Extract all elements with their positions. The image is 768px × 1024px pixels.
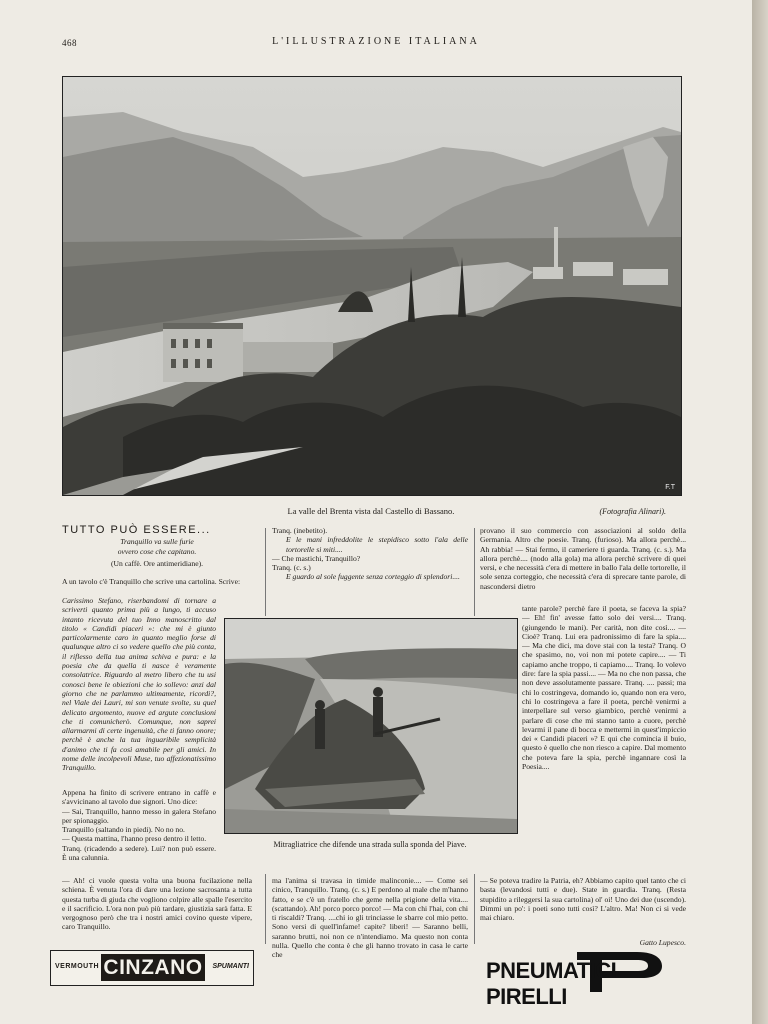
article-title: TUTTO PUÒ ESSERE...: [62, 524, 211, 536]
paragraph: — Ah! ci vuole questa volta una buona fucilazione nella schiena. È venuta l'ora di dare una lezione sacrosanta a tutta questa turba di giuda che vogliono colpire alle spalle l'esercito e il sacrificio. L'ora non può più tardare, giustizia sarà fatta. E vergognoso però che tra i nostri amici covino queste vipere, caro Tranquillo.: [62, 876, 252, 932]
dialogue-line: Tranq. (ricadendo a sedere). Lui? non può essere. È una calunnia.: [62, 843, 216, 863]
cinzano-spumanti-label: SPUMANTI: [212, 963, 249, 970]
article-column-1-bottom: [62, 876, 252, 946]
column-rule: [474, 874, 475, 944]
article-header: [62, 526, 252, 568]
page-number: 468: [62, 38, 77, 48]
masthead: L'ILLUSTRAZIONE ITALIANA: [272, 36, 480, 47]
cinzano-ad: [50, 950, 254, 986]
column-rule: [474, 528, 475, 616]
paragraph: Appena ha finito di scrivere entrano in caffè e s'avvicinano al tavolo due signori. Uno dice:: [62, 788, 216, 807]
paragraph: — Se poteva tradire la Patria, eh? Abbiamo capito quel tanto che ci basta (levandosi tutti e due). State in guardia. Tranq. (Resta stupidito a rileggersi la sua cartolina) ol' oi! Uno dei due (uscendo). Dimmi un po': i poeti sono tutti così? L'altro. Ma! Non ci si vede mai chiaro.: [480, 876, 686, 923]
letter-text: Carissimo Stefano, riserbandomi di tornare a scriverti quanto prima più a lungo, ti accuso intanto ricevuta del tuo Inno manoscritto dal titolo « Candidi piaceri »: che mi è giunto particolarmente caro in quanto meglio forse di qualunque altro ci so vedere quello che più conta, il riflesso della tua anima schiva e pura: e la poesia che da quella ti nasce è veramente consolatrice. Riguardo al metro libero che tu usi conosci bene le obiezioni che io sollevo: anzi dal giorno che ne parlammo ultimamente, ricordi?, nel Viale dei Lauri, mi son venute svolte, su quel delicato argomento, nuove ed argute conclusioni che ti comunicherò. Comunque, non saprei allarmarmi di certe ingenuità, che ti fanno onore; perchè è anche la tua inguaribile semplicità d'animo che ti fa così amabile per gli amici. In nome delle incolpevoli Muse, tuo affezionatissimo Tranquillo.: [62, 596, 216, 773]
column-rule: [265, 874, 266, 944]
cinzano-brand: CINZANO: [101, 954, 205, 981]
pirelli-ad: [482, 946, 682, 1009]
article-column-3-top: [480, 526, 686, 600]
paragraph: provano il suo commercio con associazioni al soldo della Germania. Altro che poesie. Tranq. (furioso). Ma allora perchè... Ah rabbia! — Stai fermo, il cameriere ti guarda. Tranq. (c. s.). Ma allora perchè.... (nodo alla gola) ma allora perchè scrivere di quei versi, e che necessità c'era di mettere in ballo l'ala delle tortorelle, il sole senza corteggio, che necessità c'era di sprecare tante parole, di nascondersi dietro: [480, 526, 686, 591]
article-column-1-letter: [62, 596, 216, 811]
article-setting: (Un caffè. Ore antimeridiane).: [111, 558, 203, 568]
machine-gun-caption: Mitragliatrice che difende una strada sulla sponda del Piave.: [273, 840, 467, 849]
dialogue-line: Tranq. (inebetito).: [272, 526, 328, 535]
dialogue-line: Tranq. (c. s.): [272, 563, 311, 573]
paragraph: A un tavolo c'è Tranquillo che scrive una cartolina. Scrive:: [62, 577, 241, 586]
brenta-valley-image: [63, 77, 681, 495]
verse-line: E guardo al sole fuggente senza corteggio di splendori....: [286, 572, 460, 582]
verse-line: E le mani infreddolite le stepidisco sotto l'ala delle tortorelle si miti....: [286, 535, 468, 554]
article-signature: Gatto Lupesco.: [639, 938, 686, 947]
photo-mark: F.T: [665, 484, 675, 491]
article-column-3-mid: [522, 604, 686, 872]
article-column-2-top: [272, 526, 468, 582]
cinzano-vermouth-label: VERMOUTH: [55, 963, 100, 970]
article-subtitle: Tranquillo va sulle furie: [120, 537, 194, 547]
main-photo: [62, 76, 682, 496]
article-column-1: [62, 577, 252, 586]
page-edge: [752, 0, 768, 1024]
pirelli-brand: PNEUMATICI PIRELLI: [486, 958, 617, 1009]
dialogue-line: Tranquillo (saltando in piedi). No no no.: [62, 825, 185, 835]
main-photo-caption: La valle del Brenta vista dal Castello di Bassano.: [287, 506, 455, 516]
article-subtitle: ovvero cose che capitano.: [117, 546, 197, 556]
machine-gun-image: [225, 619, 517, 833]
dialogue-line: — Che mastichi, Tranquillo?: [272, 553, 361, 563]
paragraph: tante parole? perchè fare il poeta, se faceva la spia? — Eh! fin' avesse fatto solo dei versi.... Tranq. (giungendo le mani). Per carità, non dite così.... — Cioè? Tranq. Lui era padronissimo di fare la spia.... — Ma che dici, ma dove stai con la testa? Tranq. O che spasimo, no, voi non mi potete capire.... — Ti capiamo anche troppo, ti capiamo.... Tranq. Io volevo dire: fare la spia passi.... — Ma no che non passa, che non deve assolutamente passare. Tranq. .... passi; ma chi lo costringeva, domando io, quando non era vero, chi lo costringeva a fare il poeta, perchè venirmi a interpellare sul verso giambico, perchè venirmi a parlare di cose che mi stanno tanto a cuore, perchè levarmi il pane di bocca e mettermi in quest'impiccio dei « Candidi piaceri »? E qui che comincia il buio, questo è quello che non riesco a capire. Dal momento che poteva fare la spia, perchè ingannare così la Poesia....: [522, 604, 686, 772]
main-photo-credit: (Fotografia Alinari).: [599, 507, 666, 516]
machine-gun-photo: [224, 618, 518, 834]
paragraph: ma l'anima si travasa in timide malinconie.... — Come sei cinico, Tranquillo. Tranq. (c. s.) E perdono al male che m'hanno fatto, e se c'è un fratello che geme nella prigione della vita.... (scattando). Ah! porco porco porco! — Ma con chi l'hai, con chi ti riscaldi? Tranq. ....chi io gli trinciasse le sbarre col mio petto. Sono versi di quell'infame! capite? liberi! — Saranno belli, saranno brutti, noi non ce n'intendiamo. Ma questo non conta nulla. Quello che conta è che gli hanno trovato in casa le carte che: [272, 876, 468, 960]
dialogue-line: — Sai, Tranquillo, hanno messo in galera Stefano per spionaggio.: [62, 806, 216, 825]
article-column-3-bottom: [480, 876, 686, 936]
dialogue-line: — Questa mattina, l'hanno preso dentro il letto.: [62, 834, 207, 844]
article-column-1-dialogue: [62, 788, 216, 873]
article-column-2-bottom: [272, 876, 468, 998]
column-rule: [265, 528, 266, 616]
